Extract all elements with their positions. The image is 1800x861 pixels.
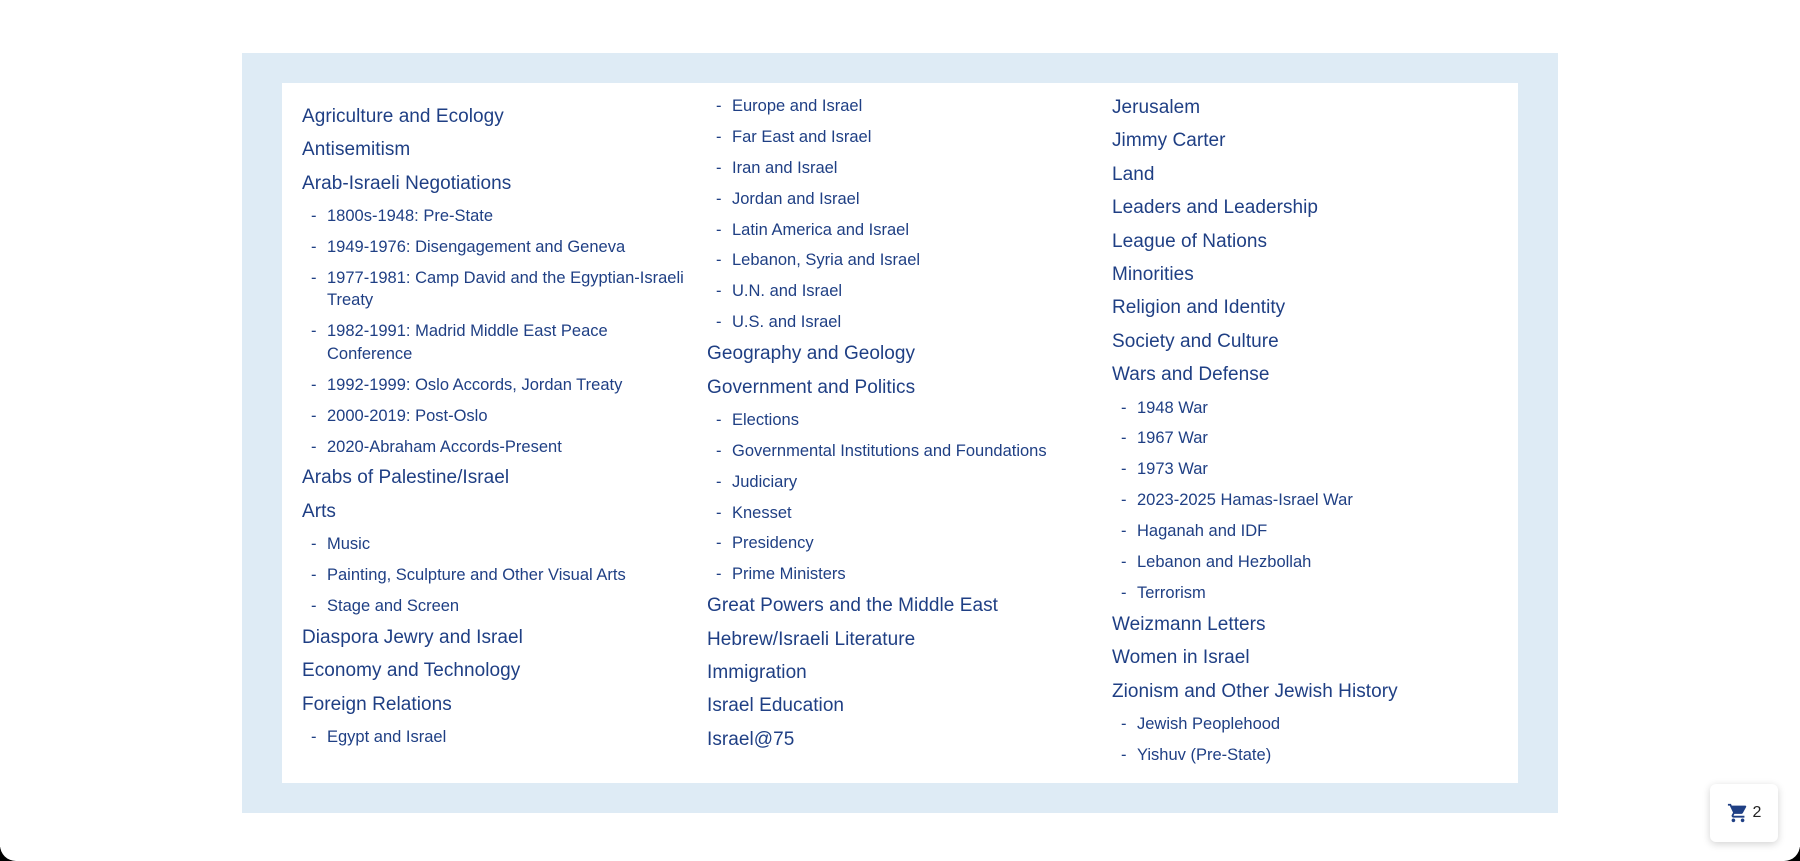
subtopic-list (707, 409, 1097, 586)
subtopic-link-jewish-peoplehood[interactable] (1112, 713, 1502, 736)
topic-link-geography-and-geology[interactable]: Geography and Geology (707, 343, 916, 365)
subtopic-label: Egypt and Israel (327, 728, 447, 747)
subtopic-label: Terrorism (1137, 583, 1206, 602)
list-dash: - (716, 251, 722, 270)
topic-link-arabs-of-palestine-israel[interactable]: Arabs of Palestine/Israel (302, 467, 510, 489)
subtopic-link-terrorism[interactable] (1112, 582, 1502, 605)
subtopic-list (302, 533, 692, 617)
topic-link-weizmann-letters[interactable]: Weizmann Letters (1112, 613, 1266, 635)
subtopic-label: 1800s-1948: Pre-State (327, 207, 494, 226)
topics-list-container (282, 83, 1518, 783)
subtopic-link-music[interactable] (302, 533, 692, 556)
subtopic-link-stage-and-screen[interactable] (302, 595, 692, 618)
subtopic-link-1977-1981-camp-david-and-the-egyptian-israeli-treaty[interactable] (302, 267, 692, 312)
topic-list (302, 105, 692, 749)
subtopic-link-yishuv-pre-state[interactable] (1112, 744, 1502, 767)
list-dash: - (311, 596, 317, 615)
subtopic-link-judiciary[interactable] (707, 471, 1097, 494)
subtopic-label: Painting, Sculpture and Other Visual Arts (327, 566, 626, 585)
topic-link-israel-75[interactable]: Israel@75 (707, 728, 795, 750)
list-dash: - (716, 472, 722, 491)
subtopic-label: Jordan and Israel (732, 189, 860, 208)
subtopic-link-2020-abraham-accords-present[interactable] (302, 436, 692, 459)
subtopic-link-1800s-1948-pre-state[interactable] (302, 205, 692, 228)
topics-column-3 (1112, 96, 1502, 775)
list-dash: - (716, 441, 722, 460)
subtopic-link-1949-1976-disengagement-and-geneva[interactable] (302, 236, 692, 259)
list-dash: - (311, 375, 317, 394)
list-dash: - (716, 503, 722, 522)
cart-button[interactable] (1710, 784, 1778, 842)
list-dash: - (1121, 745, 1127, 764)
list-dash: - (1121, 398, 1127, 417)
subtopic-label: Haganah and IDF (1137, 522, 1268, 541)
subtopic-list (1112, 397, 1502, 605)
subtopic-label: Jewish Peoplehood (1137, 714, 1281, 733)
subtopic-link-2023-2025-hamas-israel-war[interactable] (1112, 489, 1502, 512)
subtopic-link-prime-ministers[interactable] (707, 563, 1097, 586)
topic-link-zionism-and-other-jewish-history[interactable]: Zionism and Other Jewish History (1112, 680, 1398, 702)
topics-panel (242, 53, 1558, 813)
topic-link-religion-and-identity[interactable]: Religion and Identity (1112, 297, 1286, 319)
topic-link-hebrew-israeli-literature[interactable]: Hebrew/Israeli Literature (707, 628, 916, 650)
subtopic-label: Lebanon, Syria and Israel (732, 251, 921, 270)
subtopic-link-u-s-and-israel[interactable] (707, 311, 1097, 334)
subtopic-label: Elections (732, 410, 799, 429)
subtopic-label: Presidency (732, 534, 814, 553)
subtopic-label: 1948 War (1137, 398, 1208, 417)
subtopic-label: 1977-1981: Camp David and the Egyptian-Israeli Treaty (327, 268, 684, 310)
subtopic-label: Knesset (732, 503, 792, 522)
list-dash: - (311, 535, 317, 554)
list-dash: - (1121, 491, 1127, 510)
list-dash: - (716, 313, 722, 332)
topic-link-league-of-nations[interactable]: League of Nations (1112, 230, 1268, 252)
topics-column-2 (707, 95, 1097, 761)
topic-link-wars-and-defense[interactable]: Wars and Defense (1112, 364, 1270, 386)
topic-link-arts[interactable]: Arts (302, 500, 336, 522)
topic-link-land[interactable]: Land (1112, 163, 1155, 185)
topic-link-jerusalem[interactable]: Jerusalem (1112, 97, 1201, 118)
subtopic-link-elections[interactable] (707, 409, 1097, 432)
list-dash: - (716, 189, 722, 208)
subtopic-link-1973-war[interactable] (1112, 458, 1502, 481)
subtopic-list (302, 205, 692, 458)
subtopic-link-presidency[interactable] (707, 532, 1097, 555)
subtopic-label: Judiciary (732, 472, 798, 491)
subtopic-label: 1982-1991: Madrid Middle East Peace Conference (327, 322, 608, 363)
subtopic-link-egypt-and-israel[interactable] (302, 726, 692, 749)
subtopic-link-u-n-and-israel[interactable] (707, 280, 1097, 303)
topic-link-great-powers-and-the-middle-east[interactable]: Great Powers and the Middle East (707, 595, 998, 617)
topic-link-diaspora-jewry-and-israel[interactable]: Diaspora Jewry and Israel (302, 626, 523, 648)
subtopic-label: 2023-2025 Hamas-Israel War (1137, 491, 1353, 510)
subtopic-link-1992-1999-oslo-accords-jordan-treaty[interactable] (302, 374, 692, 397)
subtopic-label: U.S. and Israel (732, 313, 842, 332)
subtopic-label: Iran and Israel (732, 158, 838, 177)
subtopic-list (1112, 713, 1502, 766)
topic-list (1112, 96, 1502, 766)
subtopic-link-haganah-and-idf[interactable] (1112, 520, 1502, 543)
list-dash: - (716, 127, 722, 146)
subtopic-link-1948-war[interactable] (1112, 397, 1502, 420)
topic-link-foreign-relations[interactable]: Foreign Relations (302, 693, 452, 715)
list-dash: - (311, 728, 317, 747)
subtopic-link-2000-2019-post-oslo[interactable] (302, 405, 692, 428)
subtopic-list (707, 95, 1097, 334)
topic-link-economy-and-technology[interactable]: Economy and Technology (302, 660, 521, 682)
topic-link-government-and-politics[interactable]: Government and Politics (707, 376, 916, 398)
subtopic-label: Prime Ministers (732, 565, 846, 584)
subtopic-link-europe-and-israel[interactable] (707, 95, 1097, 118)
list-dash: - (716, 410, 722, 429)
cart-count: 2 (1752, 804, 1762, 821)
window-edge (0, 847, 1800, 861)
topic-link-jimmy-carter[interactable]: Jimmy Carter (1112, 130, 1226, 152)
subtopic-link-knesset[interactable] (707, 502, 1097, 525)
shopping-cart-icon (1727, 802, 1749, 824)
subtopic-link-1982-1991-madrid-middle-east-peace-conference[interactable] (302, 320, 692, 365)
list-dash: - (311, 406, 317, 425)
subtopic-label: 1992-1999: Oslo Accords, Jordan Treaty (327, 375, 623, 394)
topic-link-society-and-culture[interactable]: Society and Culture (1112, 330, 1279, 352)
topic-link-agriculture-and-ecology[interactable]: Agriculture and Ecology (302, 106, 504, 127)
subtopic-link-lebanon-and-hezbollah[interactable] (1112, 551, 1502, 574)
list-dash: - (311, 437, 317, 456)
topic-link-arab-israeli-negotiations[interactable]: Arab-Israeli Negotiations (302, 172, 512, 194)
list-dash: - (716, 565, 722, 584)
list-dash: - (1121, 714, 1127, 733)
subtopic-label: 1967 War (1137, 429, 1208, 448)
list-dash: - (716, 97, 722, 115)
subtopic-label: 1949-1976: Disengagement and Geneva (327, 238, 626, 257)
subtopic-label: Yishuv (Pre-State) (1137, 745, 1272, 764)
topic-link-leaders-and-leadership[interactable]: Leaders and Leadership (1112, 197, 1319, 219)
topic-link-israel-education[interactable]: Israel Education (707, 695, 845, 717)
list-dash: - (716, 282, 722, 301)
subtopic-label: Europe and Israel (732, 97, 863, 115)
list-dash: - (716, 534, 722, 553)
subtopic-link-painting-sculpture-and-other-visual-arts[interactable] (302, 564, 692, 587)
list-dash: - (716, 158, 722, 177)
subtopic-label: U.N. and Israel (732, 282, 843, 301)
subtopic-label: 2020-Abraham Accords-Present (327, 437, 562, 456)
list-dash: - (311, 207, 317, 226)
topic-link-minorities[interactable]: Minorities (1112, 263, 1194, 285)
list-dash: - (1121, 460, 1127, 479)
list-dash: - (1121, 552, 1127, 571)
subtopic-link-latin-america-and-israel[interactable] (707, 219, 1097, 242)
subtopic-link-lebanon-syria-and-israel[interactable] (707, 249, 1097, 272)
subtopic-link-jordan-and-israel[interactable] (707, 188, 1097, 211)
topic-list (707, 95, 1097, 751)
subtopic-label: 1973 War (1137, 460, 1208, 479)
subtopic-link-governmental-institutions-and-foundations[interactable] (707, 440, 1097, 463)
topic-link-antisemitism[interactable]: Antisemitism (302, 139, 411, 161)
subtopic-label: 2000-2019: Post-Oslo (327, 406, 488, 425)
topic-link-immigration[interactable]: Immigration (707, 662, 807, 684)
subtopic-label: Music (327, 535, 371, 554)
subtopic-link-far-east-and-israel[interactable] (707, 126, 1097, 149)
list-dash: - (311, 322, 317, 341)
list-dash: - (311, 566, 317, 585)
list-dash: - (311, 238, 317, 257)
subtopic-label: Latin America and Israel (732, 220, 910, 239)
subtopic-link-iran-and-israel[interactable] (707, 157, 1097, 180)
subtopic-link-1967-war[interactable] (1112, 427, 1502, 450)
subtopic-label: Far East and Israel (732, 127, 872, 146)
list-dash: - (1121, 583, 1127, 602)
subtopic-label: Governmental Institutions and Foundations (732, 441, 1047, 460)
list-dash: - (311, 268, 317, 287)
subtopic-list (302, 726, 692, 749)
list-dash: - (1121, 429, 1127, 448)
subtopic-label: Lebanon and Hezbollah (1137, 552, 1312, 571)
list-dash: - (716, 220, 722, 239)
topic-link-women-in-israel[interactable]: Women in Israel (1112, 647, 1250, 669)
topics-column-1 (302, 105, 692, 757)
list-dash: - (1121, 522, 1127, 541)
subtopic-label: Stage and Screen (327, 596, 460, 615)
